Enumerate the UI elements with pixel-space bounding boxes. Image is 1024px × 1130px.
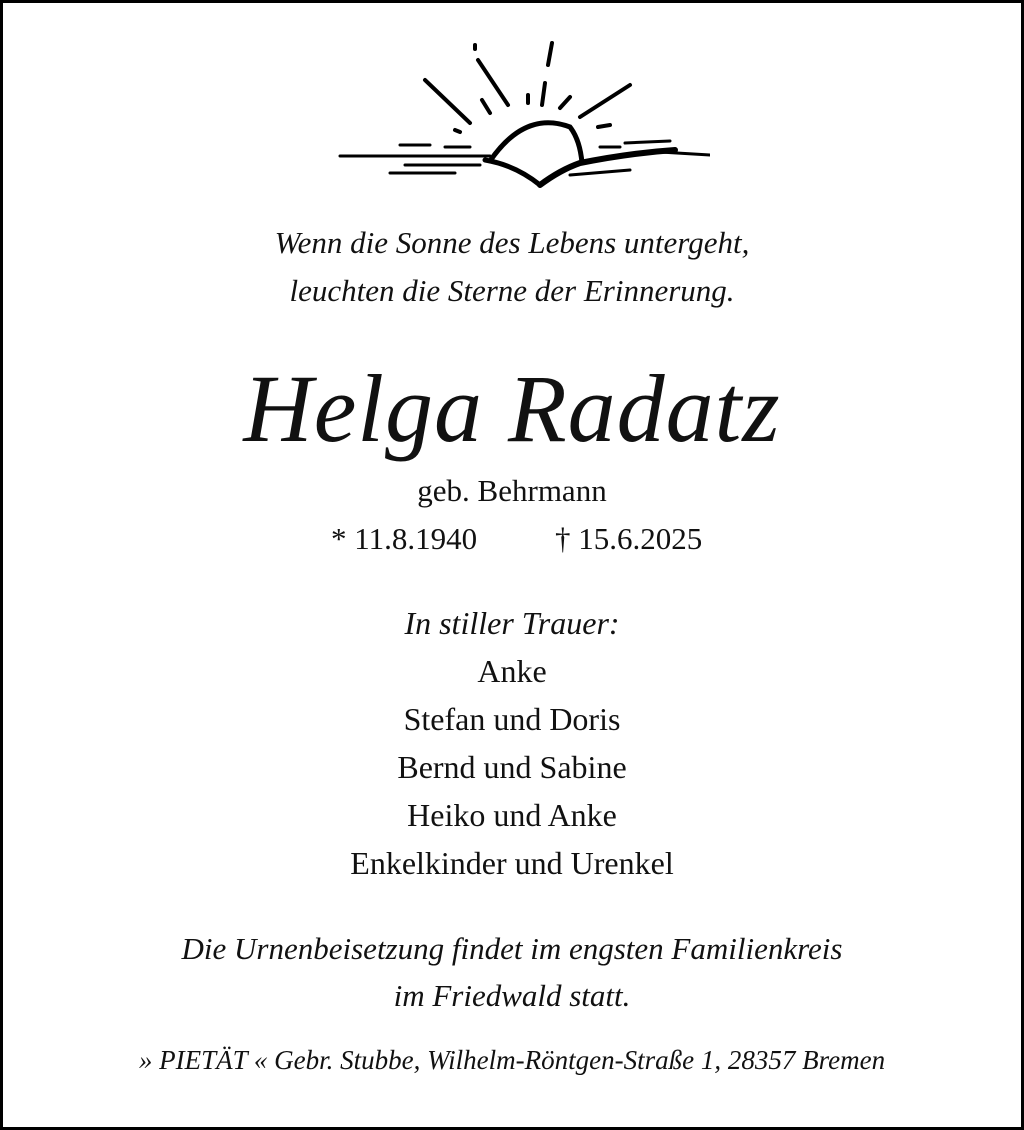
setting-sun-icon [330, 35, 710, 195]
deceased-name: Helga Radatz [243, 355, 781, 462]
mourners-heading: In stiller Trauer: [404, 605, 620, 641]
verse-line-1: Wenn die Sonne des Lebens untergeht, [274, 225, 750, 260]
mourner-name: Heiko und Anke [407, 797, 617, 833]
funeral-home-footer: » PIETÄT « Gebr. Stubbe, Wilhelm-Röntgen-Straße 1, 28357 Bremen [138, 1045, 886, 1075]
mourner-name: Enkelkinder und Urenkel [350, 845, 674, 881]
burial-notice-line-2: im Friedwald statt. [393, 978, 631, 1013]
maiden-name: geb. Behrmann [417, 473, 607, 508]
mourner-name: Stefan und Doris [403, 701, 621, 737]
mourner-name: Bernd und Sabine [397, 749, 627, 785]
mourner-name: Anke [477, 653, 547, 689]
death-date: † 15.6.2025 [555, 521, 703, 556]
birth-date: * 11.8.1940 [331, 521, 478, 556]
burial-notice-line-1: Die Urnenbeisetzung findet im engsten Familienkreis [181, 931, 843, 966]
verse-line-2: leuchten die Sterne der Erinnerung. [289, 273, 735, 308]
